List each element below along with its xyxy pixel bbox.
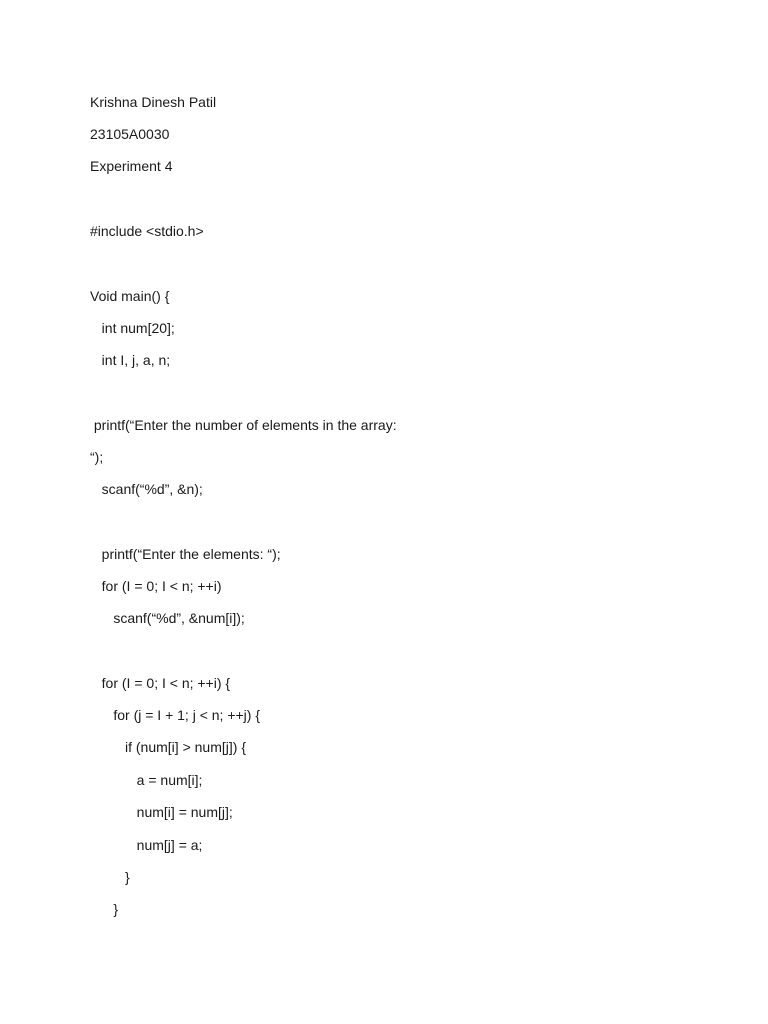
code-line: int I, j, a, n; (90, 352, 171, 368)
roll-number: 23105A0030 (90, 126, 170, 142)
author-name: Krishna Dinesh Patil (90, 94, 217, 110)
code-line: int num[20]; (90, 320, 175, 336)
code-line: Void main() { (90, 288, 170, 304)
code-line: num[i] = num[j]; (90, 804, 233, 820)
code-line: “); (90, 449, 104, 465)
code-line: } (90, 901, 119, 917)
code-line: scanf(“%d”, &num[i]); (90, 610, 245, 626)
code-line: scanf(“%d”, &n); (90, 481, 203, 497)
code-line: for (j = I + 1; j < n; ++j) { (90, 707, 261, 723)
code-line: printf(“Enter the elements: “); (90, 546, 281, 562)
code-line: #include <stdio.h> (90, 223, 204, 239)
code-line: num[j] = a; (90, 837, 203, 853)
code-line: for (I = 0; I < n; ++i) { (90, 675, 231, 691)
code-line: a = num[i]; (90, 772, 203, 788)
experiment-title: Experiment 4 (90, 158, 173, 174)
code-line: } (90, 869, 130, 885)
code-line: printf(“Enter the number of elements in the array: (90, 417, 397, 433)
code-line: for (I = 0; I < n; ++i) (90, 578, 222, 594)
code-line: if (num[i] > num[j]) { (90, 739, 246, 755)
